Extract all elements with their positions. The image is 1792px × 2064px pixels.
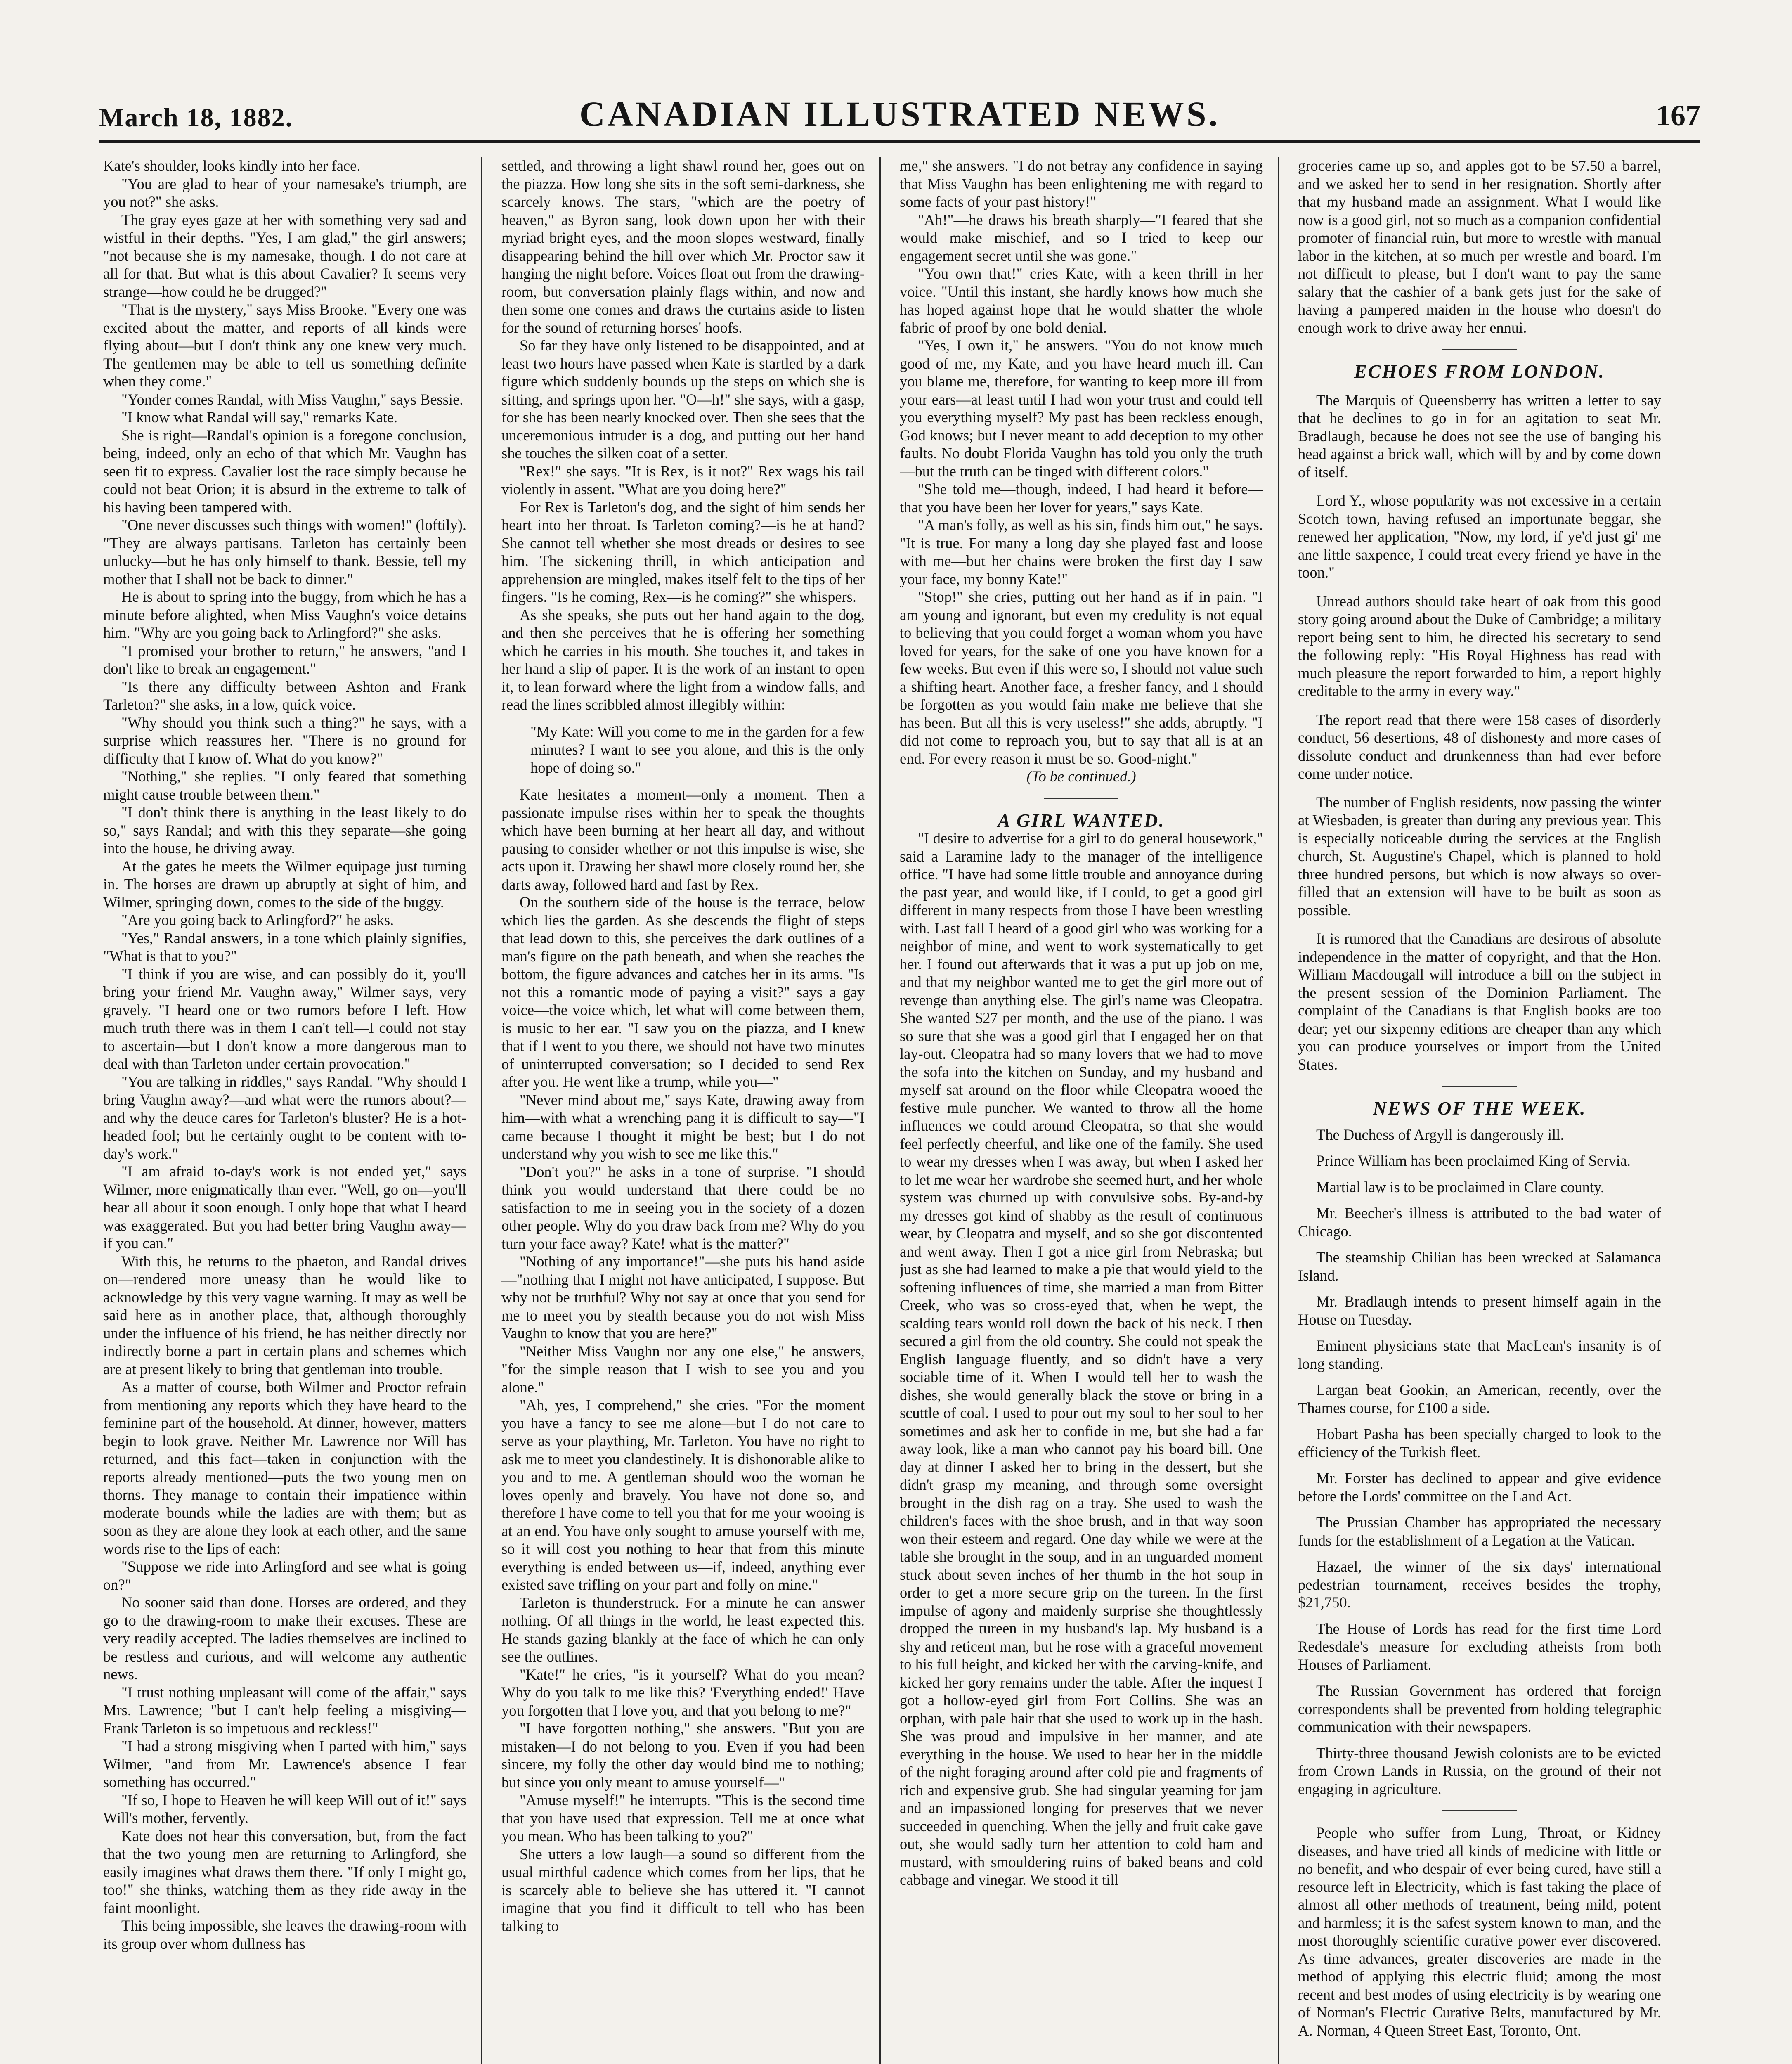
paragraph: As a matter of course, both Wilmer and Proctor refrain from mentioning any reports which they have heard to the feminine part of the household. At dinner, however, matters begin to look grave. Neither Mr. Lawrence nor Will has returned, and this fact—taken in conjunction with the reports already mentioned—puts the two young men on thorns. They manage to contain their impatience within moderate bounds while the ladies are with them; but as soon as they are alone they look at each other, and the same words rise to the lips of each: bbox=[103, 1378, 466, 1557]
paragraph: He is about to spring into the buggy, from which he has a minute before alighted, when Miss Vaughn's voice detains him. "Why are you going back to Arlingford?" she asks. bbox=[103, 588, 466, 641]
echo-item: The number of English residents, now passing the winter at Wiesbaden, is greater than during any previous year. This is especially noticeable during the services at the English church, St. Augustine's Chapel, which is planned to hold three hundred persons, but which is now always so over-filled that an extension will have to be built as soon as possible. bbox=[1298, 793, 1661, 918]
news-of-the-week bbox=[1298, 1126, 1661, 1798]
echo-item: The Marquis of Queensberry has written a letter to say that he declines to go in for an agitation to seat Mr. Bradlaugh, because he does not see the use of banging his head against a brick wall, which will by and by come down of itself. bbox=[1298, 391, 1661, 480]
page-number: 167 bbox=[1656, 99, 1700, 132]
paragraph: "Why should you think such a thing?" he says, with a surprise which reassures her. "There is no ground for difficulty that I know of. What do you know?" bbox=[103, 714, 466, 767]
paragraph: "Nothing of any importance!"—she puts his hand aside—"nothing that I might not have anticipated, I suppose. But why not be truthful? Why not say at once that you send for me to meet you by stealth because you do not wish Miss Vaughn to know that you are here?" bbox=[501, 1253, 865, 1342]
paragraph: "Yonder comes Randal, with Miss Vaughn," says Bessie. bbox=[121, 391, 463, 408]
divider bbox=[1442, 1810, 1517, 1811]
paragraph: "I don't think there is anything in the least likely to do so," says Randal; and with this they separate—she going into the house, he driving away. bbox=[103, 804, 466, 857]
paragraph: "You own that!" cries Kate, with a keen thrill in her voice. "Until this instant, she hardly knows how much she has hoped against hope that he would shatter the whole fabric of proof by one bold denial. bbox=[900, 265, 1263, 336]
paragraph: On the southern side of the house is the terrace, below which lies the garden. As she descends the flight of steps that lead down to this, she perceives the dark outlines of a man's figure on the path beneath, and when she reaches the bottom, the figure advances and catches her in its arms. "Is not this a romantic mode of paying a visit?" says a gay voice—the voice which, let what will come between them, is music to her ear. "I saw you on the piazza, and I knew that if I went to you there, we should not have two minutes of uninterrupted conversation; so I decided to send Rex after you. He went like a trump, while you—" bbox=[501, 894, 865, 1090]
paragraph: "That is the mystery," says Miss Brooke. "Every one was excited about the matter, and reports of all kinds were flying about—but I don't think any one knew very much. The gentlemen may be able to tell us something definite when they come." bbox=[103, 301, 466, 390]
news-item: The Russian Government has ordered that foreign correspondents shall be prevented from holding telegraphic communication with their newspapers. bbox=[1298, 1682, 1661, 1735]
issue-date: March 18, 1882. bbox=[99, 103, 293, 132]
paragraph: "You are glad to hear of your namesake's triumph, are you not?" she asks. bbox=[103, 175, 466, 210]
paragraph: "Amuse myself!" he interrupts. "This is the second time that you have used that expression. Tell me at once what you mean. Who has been talking to you?" bbox=[501, 1792, 865, 1844]
page-header bbox=[99, 83, 1700, 143]
paragraph: "Kate!" he cries, "is it yourself? What do you mean? Why do you talk to me like this? 'Everything ended!' Have you forgotten that I love you, and that you belong to me?" bbox=[501, 1666, 865, 1719]
paragraph: "My Kate: Will you come to me in the garden for a few minutes? I want to see you alone, and this is the only hope of doing so." bbox=[530, 723, 865, 776]
paragraph: "Ah!"—he draws his breath sharply—"I feared that she would make mischief, and so I tried to keep our engagement secret until she was gone." bbox=[900, 211, 1263, 264]
paragraph: So far they have only listened to be disappointed, and at least two hours have passed when Kate is startled by a dark figure which suddenly bounds up the steps on which she is sitting, and springs upon her. "O—h!" she says, with a gasp, for she has been nearly knocked over. Then she sees that the unceremonious intruder is a dog, and putting out her hand she touches the silken coat of a setter. bbox=[501, 337, 865, 462]
column-3 bbox=[900, 157, 1263, 2064]
news-item: The Duchess of Argyll is dangerously ill. bbox=[1316, 1126, 1564, 1143]
news-item: The steamship Chilian has been wrecked at Salamanca Island. bbox=[1298, 1249, 1661, 1284]
paragraph: "Neither Miss Vaughn nor any one else," he answers, "for the simple reason that I wish to see you and you alone." bbox=[501, 1342, 865, 1396]
news-item: The House of Lords has read for the first time Lord Redesdale's measure for excluding atheists from both Houses of Parliament. bbox=[1298, 1620, 1661, 1673]
news-item: Mr. Forster has declined to appear and give evidence before the Lords' committee on the Land Act. bbox=[1298, 1470, 1661, 1505]
paragraph: She utters a low laugh—a sound so different from the usual mirthful cadence which comes from her lips, that he is scarcely able to believe she has uttered it. "I cannot imagine that you find it difficult to tell who has been talking to bbox=[501, 1845, 865, 1934]
paragraph: "Nothing," she replies. "I only feared that something might cause trouble between them." bbox=[103, 768, 466, 803]
paragraph: She is right—Randal's opinion is a foregone conclusion, being, indeed, only an echo of that which Mr. Vaughn has seen fit to express. Cavalier lost the race simply because he could not beat Orion; it is absurd in the extreme to talk of his having been tampered with. bbox=[103, 426, 466, 516]
paragraph: "If so, I hope to Heaven he will keep Will out of it!" says Will's mother, fervently. bbox=[103, 1791, 466, 1826]
to-be-continued: (To be continued.) bbox=[1026, 768, 1136, 785]
article-title-girl-wanted: A GIRL WANTED. bbox=[998, 810, 1165, 831]
news-item: Prince William has been proclaimed King of Servia. bbox=[1316, 1152, 1631, 1169]
paragraph: "Is there any difficulty between Ashton and Frank Tarleton?" she asks, in a low, quick voice. bbox=[103, 678, 466, 713]
paragraph: groceries came up so, and apples got to be $7.50 a barrel, and we asked her to send in her resignation. Shortly after that my husband made an assignment. What I would like now is a good girl, not so much as a companion confidential promoter of financial ruin, but more to wrestle with manual labor in the kitchen, at so much per wrestle and board. I'm not difficult to please, but I don't want to pay the same salary that the cashier of a bank gets just for the sake of having a pampered maiden in the house who doesn't do enough work to drive away her ennui. bbox=[1298, 157, 1661, 336]
paragraph: "Yes, I own it," he answers. "You do not know much good of me, my Kate, and you have heard much ill. Can you blame me, therefore, for wanting to keep more ill from your ears—at least until I had won your trust and could tell you everything myself? My past has been reckless enough, God knows; but I never meant to add deception to my other faults. No doubt Florida Vaughn has told you only the truth—but the truth can be tinged with different colors." bbox=[900, 337, 1263, 480]
divider bbox=[1442, 1086, 1517, 1087]
paragraph: "Never mind about me," says Kate, drawing away from him—with what a wrenching pang it is difficult to say—"I came because I thought it might be best; but I do not understand why you wish to see me like this." bbox=[501, 1091, 865, 1162]
paragraph: Kate's shoulder, looks kindly into her face. bbox=[103, 157, 361, 174]
news-item: Thirty-three thousand Jewish colonists are to be evicted from Crown Lands in Russia, on the ground of their not engaging in agriculture. bbox=[1298, 1744, 1661, 1797]
masthead-title: CANADIAN ILLUSTRATED NEWS. bbox=[579, 94, 1220, 134]
column-1-story bbox=[103, 157, 466, 2064]
advertisement-electric-belts: People who suffer from Lung, Throat, or Kidney diseases, and have tried all kinds of medicine with little or no benefit, and who despair of ever being cured, have still a resource left in Electricity, which is fast taking the place of almost all other methods of treatment, being mild, potent and harmless; it is the safest system known to man, and the most thoroughly scientific curative power ever discovered. As time advances, greater discoveries are made in the method of applying this electric fluid; among the most recent and best modes of using electricity is by wearing one of Norman's Electric Curative Belts, manufactured by Mr. A. Norman, 4 Queen Street East, Toronto, Ont. bbox=[1298, 1824, 1661, 2039]
paragraph: "Suppose we ride into Arlingford and see what is going on?" bbox=[103, 1558, 466, 1593]
paragraph: "A man's folly, as well as his sin, finds him out," he says. "It is true. For many a long day she played fast and loose with me—but her chains were broken the first day I saw your face, my bonny Kate!" bbox=[900, 516, 1263, 587]
echo-item: Unread authors should take heart of oak from this good story going around about the Duke of Cambridge; a military report being sent to him, he directed his secretary to send the following reply: "His Royal Highness has read with much pleasure the report forwarded to him, a report highly creditable to the army in every way." bbox=[1298, 592, 1661, 699]
column-rule bbox=[1278, 157, 1279, 2064]
column-2-story bbox=[501, 157, 865, 2064]
article-girl-wanted-end bbox=[1298, 157, 1661, 336]
section-title-echoes: ECHOES FROM LONDON. bbox=[1354, 361, 1605, 382]
paragraph: "You are talking in riddles," says Randal. "Why should I bring Vaughn away?—and what were the rumors about?—and why the deuce cares for Tarleton's bluster? He is a hot-headed fool; but he certainly ought to be content with to-day's work." bbox=[103, 1073, 466, 1162]
paragraph: "Don't you?" he asks in a tone of surprise. "I should think you would understand that there could be no satisfaction to me in seeing you in the society of a dozen other people. Why do you draw back from me? Why do you turn your face away? Kate! what is the matter?" bbox=[501, 1163, 865, 1252]
news-item: Martial law is to be proclaimed in Clare county. bbox=[1316, 1178, 1605, 1195]
news-item: Hazael, the winner of the six days' international pedestrian tournament, receives besides the trophy, $21,750. bbox=[1298, 1558, 1661, 1611]
echo-item: It is rumored that the Canadians are desirous of absolute independence in the matter of copyright, and that the Hon. William Macdougall will introduce a bill on the subject in the present session of the Dominion Parliament. The complaint of the Canadians is that English books are too dear; yet our sixpenny editions are cheaper than any which you can produce yourselves or import from the United States. bbox=[1298, 930, 1661, 1073]
paragraph: "She told me—though, indeed, I had heard it before—that you have been her lover for years," says Kate. bbox=[900, 480, 1263, 516]
paragraph: "One never discusses such things with women!" (loftily). "They are always partisans. Tarleton has certainly been unlucky—but he has only himself to thank. Bessie, tell my mother that I shall not be back to dinner." bbox=[103, 516, 466, 587]
paragraph: "I think if you are wise, and can possibly do it, you'll bring your friend Mr. Vaughn away," Wilmer says, very gravely. "I heard one or two rumors before I left. How much truth there was in them I can't tell—I could not stay to ascertain—but I don't know a more dangerous man to deal with than Tarleton under certain provocation." bbox=[103, 965, 466, 1072]
paragraph: "I promised your brother to return," he answers, "and I don't like to break an engagement." bbox=[103, 642, 466, 677]
news-item: Mr. Bradlaugh intends to present himself again in the House on Tuesday. bbox=[1298, 1293, 1661, 1328]
column-rule bbox=[481, 157, 482, 2064]
paragraph: "I desire to advertise for a girl to do general housework," said a Laramine lady to the manager of the intelligence office. "I have had some little trouble and annoyance during the past year, and would like, if I could, to get a good girl different in many respects from those I have been wrestling with. Last fall I heard of a good girl who was working for a neighbor of mine, and went to work systematically to get her. I found out afterwards that it was a put up job on me, and that my neighbor wanted me to get the girl more out of revenge than anything else. The girl's name was Cleopatra. She wanted $27 per month, and the use of the piano. I was so sure that she was a good girl that I engaged her on that lay-out. Cleopatra had so many lovers that we had to move the sofa into the kitchen on Sunday, and my husband and myself sat around on the floor while Cleopatra wooed the festive mule puncher. We wanted to throw all the home influences we could around Cleopatra, so that she would feel perfectly cheerful, and like one of the family. She used to wear my dresses when I was away, but when I asked her to let me wear her wardrobe she seemed hurt, and her whole system was churned up with convulsive sobs. By-and-by my dresses got kind of shabby as the result of continuous wear, by Cleopatra and myself, and so she got discontented and went away. Then I got a nice girl from Nebraska; but just as she had learned to make a pie that would yield to the softening influences of time, she married a man from Bitter Creek, who was so cross-eyed that, when he wept, the scalding tears would roll down the back of his neck. I then secured a girl from the old country. She could not speak the English language fluently, and so didn't have a very sociable time of it. When I would tell her to wash the dishes, she would generally black the stove or bring in a scuttle of coal. I used to pour out my soul to her soul to her sometimes and ask her to confide in me, but she had a far away look, like a man who cannot pay his board bill. One day at dinner I asked her to bring in the dessert, but she didn't grasp my meaning, and through some oversight brought in the dish rag on a tray. She used to wash the children's faces with the shoe brush, and in that way soon won their esteem and regard. One day while we were at the table she brought in the soup, and in an unguarded moment stuck about seven inches of her thumb in the hot soup in order to get a more secure grip on the tureen. In the first impulse of agony and maidenly surprise she thoughtlessly dropped the tureen in my husband's lap. My husband is a shy and reticent man, but he rose with a graceful movement to his full height, and kicked her with the carving-knife, and kicked her gory remains under the table. After the inquest I got a hollow-eyed girl from Fort Collins. She was an orphan, with pale hair that she used to work up in the hash. She was proud and impulsive in her manner, and ate everything in the house. We used to hear her in the middle of the night foraging around after cold pie and fragments of rich and expensive grub. She had singular yearning for jam and an impassioned longing for preserves that we never succeeded in quenching. When the jelly and fruit cake gave out, she would sadly turn her attention to cold ham and mustard, with smouldering ruins of baked beans and cold cabbage and vinegar. We stood it till bbox=[900, 830, 1263, 1888]
news-item: Eminent physicians state that MacLean's insanity is of long standing. bbox=[1298, 1337, 1661, 1372]
news-item: Hobart Pasha has been specially charged to look to the efficiency of the Turkish fleet. bbox=[1298, 1425, 1661, 1460]
paragraph: This being impossible, she leaves the drawing-room with its group over whom dullness has bbox=[103, 1917, 466, 1952]
paragraph: "Are you going back to Arlingford?" he asks. bbox=[121, 911, 394, 928]
paragraph: At the gates he meets the Wilmer equipage just turning in. The horses are drawn up abruptly at sight of him, and Wilmer, springing down, comes to the side of the buggy. bbox=[103, 857, 466, 911]
paragraph: "Yes," Randal answers, in a tone which plainly signifies, "What is that to you?" bbox=[103, 929, 466, 964]
paragraph: Kate does not hear this conversation, but, from the fact that the two young men are returning to Arlingford, she easily imagines what draws them there. "If only I might go, too!" she thinks, watching them as they ride away in the faint moonlight. bbox=[103, 1827, 466, 1916]
echo-item: The report read that there were 158 cases of disorderly conduct, 56 desertions, 48 of dishonesty and more cases of dissolute conduct and drunkenness than had ever before come under notice. bbox=[1298, 711, 1661, 782]
paragraph: "I had a strong misgiving when I parted with him," says Wilmer, "and from Mr. Lawrence's absence I fear something has occurred." bbox=[103, 1737, 466, 1790]
news-item: Mr. Beecher's illness is attributed to the bad water of Chicago. bbox=[1298, 1205, 1661, 1240]
paragraph: Kate hesitates a moment—only a moment. Then a passionate impulse rises within her to speak the thoughts which have been burning at her heart all day, and without pausing to consider whether or not this impulse is wise, she acts upon it. Drawing her shawl more closely round her, she darts away, followed hard and fast by Rex. bbox=[501, 786, 865, 893]
paragraph: The gray eyes gaze at her with something very sad and wistful in their depths. "Yes, I am glad," the girl answers; "not because she is my namesake, though. I do not care at all for that. But what is this about Cavalier? It seems very strange—how could he be drugged?" bbox=[103, 211, 466, 300]
article-girl-wanted bbox=[900, 829, 1263, 1889]
paragraph: Tarleton is thunderstruck. For a minute he can answer nothing. Of all things in the world, he least expected this. He stands gazing blankly at the face of which he can only see the outlines. bbox=[501, 1594, 865, 1665]
news-item: Largan beat Gookin, an American, recently, over the Thames course, for £100 a side. bbox=[1298, 1381, 1661, 1416]
paragraph: "I trust nothing unpleasant will come of the affair," says Mrs. Lawrence; "but I can't help feeling a misgiving—Frank Tarleton is so impetuous and reckless!" bbox=[103, 1683, 466, 1737]
paragraph: "Stop!" she cries, putting out her hand as if in pain. "I am young and ignorant, but even my credulity is not equal to believing that you could forget a woman whom you have loved for years, for the sake of one you have known for a few weeks. But even if this were so, I should not value such a shifting heart. Another face, a fresher fancy, and I should be forgotten as you would fain make me believe that she has been. But all this is very useless!" she adds, abruptly. "I did not come to reproach you, but to say that all is at an end. For every reason it must be so. Good-night." bbox=[900, 588, 1263, 767]
story-conclusion bbox=[900, 157, 1263, 767]
paragraph: No sooner said than done. Horses are ordered, and they go to the drawing-room to make their excuses. These are very readily accepted. The ladies themselves are inclined to be restless and curious, and will welcome any authentic news. bbox=[103, 1594, 466, 1683]
paragraph: settled, and throwing a light shawl round her, goes out on the piazza. How long she sits in the soft semi-darkness, she scarcely knows. The stars, "which are the poetry of heaven," as Byron sang, look down upon her with their myriad bright eyes, and the moon slopes westward, finally disappearing behind the hill over which Mr. Proctor saw it hanging the night before. Voices float out from the drawing-room, but conversation plainly flags within, and now and then some one comes and draws the curtains aside to listen for the sound of returning horses' hoofs. bbox=[501, 157, 865, 336]
paragraph: For Rex is Tarleton's dog, and the sight of him sends her heart into her throat. Is Tarleton coming?—is he at hand? She cannot tell whether she most dreads or desires to see him. The sickening thrill, in which anticipation and apprehension are mingled, makes itself felt to the tips of her fingers. "Is he coming, Rex—is he coming?" she whispers. bbox=[501, 498, 865, 605]
news-item: The Prussian Chamber has appropriated the necessary funds for the establishment of a Legation at the Vatican. bbox=[1298, 1514, 1661, 1549]
echoes-from-london bbox=[1298, 391, 1661, 1074]
paragraph: "Rex!" she says. "It is Rex, is it not?" Rex wags his tail violently in assent. "What are you doing here?" bbox=[501, 462, 865, 497]
echo-item: Lord Y., whose popularity was not excessive in a certain Scotch town, having refused an importunate beggar, she renewed her application, "Now, my lord, if ye'd just gi' me ane little saxpence, I could treat every friend ye have in the toon." bbox=[1298, 492, 1661, 581]
paragraph: me," she answers. "I do not betray any confidence in saying that Miss Vaughn has been enlightening me with regard to some facts of your past history!" bbox=[900, 157, 1263, 210]
paragraph: "I know what Randal will say," remarks Kate. bbox=[121, 409, 398, 426]
paragraph: With this, he returns to the phaeton, and Randal drives on—rendered more uneasy than he would like to acknowledge by this very vague warning. It may as well be said here as in another place, that, although thoroughly under the influence of his friend, he has neither directly nor indirectly borne a part in certain plans and schemes which are at present likely to bring that gentleman into trouble. bbox=[103, 1252, 466, 1378]
paragraph: "I am afraid to-day's work is not ended yet," says Wilmer, more enigmatically than ever. "Well, go on—you'll hear all about it soon enough. I only hope that what I heard was exaggerated. But you had better bring Vaughn away—if you can." bbox=[103, 1163, 466, 1252]
divider bbox=[1442, 349, 1517, 350]
paragraph: "Ah, yes, I comprehend," she cries. "For the moment you have a fancy to see me alone—but I do not care to serve as your plaything, Mr. Tarleton. You have no right to ask me to meet you clandestinely. It is dishonorable alike to you and to me. A gentleman should woo the woman he loves openly and bravely. You have not done so, and therefore I have come to tell you that for me your wooing is at an end. You have only sought to amuse yourself with me, so it will cost you nothing to hear that from this minute everything is ended between us—if, indeed, anything ever existed save trifling on your part and folly on mine." bbox=[501, 1397, 865, 1593]
section-title-news: NEWS OF THE WEEK. bbox=[1373, 1098, 1586, 1119]
column-4 bbox=[1298, 157, 1661, 2064]
paragraph: As she speaks, she puts out her hand again to the dog, and then she perceives that he is offering her something which he carries in his mouth. She touches it, and takes in her hand a slip of paper. It is the work of an instant to open it, to lean forward where the light from a window falls, and read the lines scribbled almost illegibly within: bbox=[501, 606, 865, 713]
column-rule bbox=[879, 157, 881, 2064]
divider bbox=[1044, 798, 1118, 799]
paragraph: "I have forgotten nothing," she answers. "But you are mistaken—I do not belong to you. Even if you had been sincere, my folly the other day would bind me to nothing; but since you only meant to amuse yourself—" bbox=[501, 1720, 865, 1791]
